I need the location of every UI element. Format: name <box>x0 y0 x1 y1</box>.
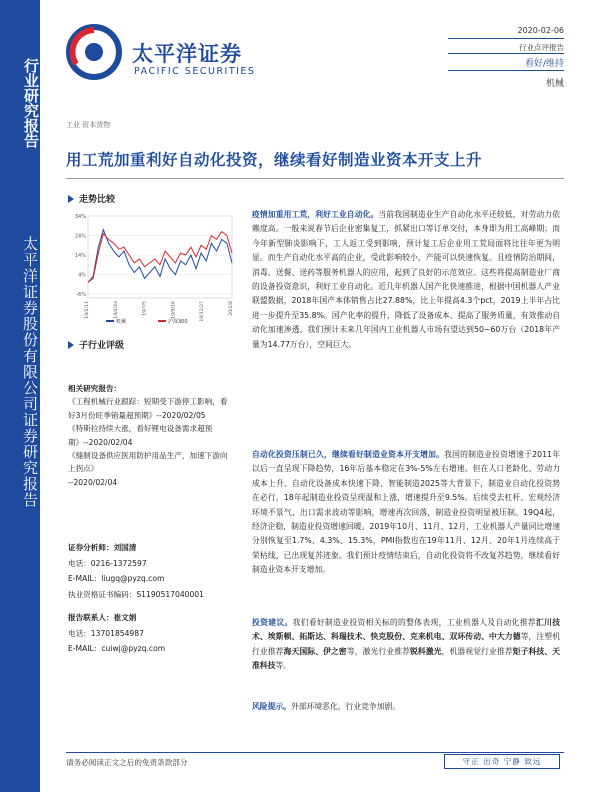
x-tick-label: 19/2/11 <box>85 301 90 319</box>
header-divider <box>448 70 564 71</box>
related-report-item[interactable]: 《缝制设备供应医用防护用品生产，加速下游向上拐点》 --2020/02/04 <box>68 451 228 487</box>
report-type: 行业点评报告 <box>519 43 564 52</box>
y-tick-label: 4% <box>78 272 86 279</box>
analyst-info <box>68 540 230 602</box>
breadcrumb: 工业 资本货物 <box>66 121 111 129</box>
sector: 机械 <box>545 79 564 89</box>
footer-motto: 守正 出奇 宁静 致远 <box>444 754 560 769</box>
pacific-securities-logo <box>66 24 122 80</box>
rating: 看好/维持 <box>524 59 564 69</box>
contact-email[interactable]: E-MAIL：cuiwj@pyzq.com <box>68 644 166 653</box>
left-sidebar <box>0 0 40 792</box>
body-paragraph-2: 自动化投资压制已久，继续看好制造业资本开支增加。我国的制造业投资增速于2011年以后一直呈现下降趋势，16年后基本稳定在3%-5%左右增速。但在人口老龄化、劳动力成本上升、自动化设备成本快速下降、智能制造2025等大背景下，制造业自动化投资势在必行，18年起制造业投资呈现温和上涨，增速提升至9.5%。后续受去杠杆、宏观经济环境不景气、出口需求波动等影响，增速再次回落，制造业投资明显被压制。19Q4起，经济企稳，制造业投资增速回暖。2019年10月、11月、12月，工业机器人产量同比增速分别恢复至1.7%、4.3%、15.3%，PMI指数也在19年11月、12月、20年1月连续高于荣枯线，已出现复苏迹象。我们预计疫情结束后，自动化投资将不改复苏趋势，继续看好制造业资本开支增加。 <box>252 450 561 575</box>
analyst-label: 证券分析师： <box>68 543 114 552</box>
header-divider <box>448 38 564 39</box>
legend-label: 沪深300 <box>168 319 188 325</box>
y-tick-label: 34% <box>74 214 86 220</box>
y-tick-label: 24% <box>74 233 86 240</box>
related-report-item[interactable]: 《特斯拉持续大涨，看好锂电设备需求超预期》--2020/02/04 <box>68 424 213 447</box>
legend-label: 机械 <box>116 319 127 325</box>
body-paragraph-1: 疫情加重用工荒，利好工业自动化。当前我国制造业生产自动化水平还较低，对劳动力依赖度高。一般来说春节后企业密集复工，抓紧出口等订单交付，本身即为用工高峰期；而今年新型肺炎影响下，工人返工受到影响，预计复工后企业用工荒局面将比往年更为明显。而生产自动化水平高的企业，受此影响较小，产能可以快速恢复。且疫情防治期间，消毒、送餐、送药等服务机器人的应用，起到了良好的示范效应。这些将提高制造业厂商的设备投资意识，利好工业自动化。近几年机器人国产化快速推进，根据中国机器人产业联盟数据，2018年国产本体销售占比27.88%，比上年提高4.3个pct，2019上半年占比进一步提升至35.8%。国产化率的提升，降低了设备成本、提高了服务质量，有效推动自动化加速渗透，我们预计未来几年国内工业机器人市场有望达到50~60万台（2018年产量为14.77万台），空间巨大。 <box>252 210 561 349</box>
related-reports-label: 相关研究报告： <box>68 384 122 393</box>
trend-chart <box>66 210 236 328</box>
triangle-bullet-icon <box>68 341 74 349</box>
body-paragraph-3: 投资建议。我们看好制造业投资相关标的的整体表现，工业机器人及自动化推荐汇川技术、埃斯顿、拓斯达、科瑞技术、快克股份、克来机电、双环传动、中大力德等，注塑机行业推荐海天国际、伊之密等，激光行业推荐锐科激光，机器视觉行业推荐矩子科技、天准科技等。 <box>252 618 561 671</box>
contact-phone: 电话：13701854987 <box>68 628 144 638</box>
sidebar-category: 行业研究报告 <box>22 58 40 148</box>
footer-divider <box>66 752 564 753</box>
analyst-name: 刘国清 <box>113 543 137 552</box>
page-title: 用工荒加重利好自动化投资，继续看好制造业资本开支上升 <box>66 150 483 169</box>
trend-heading: 走势比较 <box>68 192 115 205</box>
body-paragraph-4: 风险提示。外部环境恶化，行业竞争加剧。 <box>252 702 401 711</box>
x-tick-label: 20/2/8 <box>229 301 234 316</box>
related-report-item[interactable]: 《工程机械行业跟踪：短期受下游停工影响，看好3月份旺季销量超预期》--2020/02/05 <box>68 397 228 420</box>
contact-name: 崔文娟 <box>113 613 137 622</box>
triangle-bullet-icon <box>68 195 74 203</box>
x-tick-label: 19/7/5 <box>142 301 148 316</box>
analyst-email[interactable]: E-MAIL：liugq@pyzq.com <box>68 574 165 583</box>
rating-heading: 子行业评级 <box>68 338 124 351</box>
related-reports <box>68 382 230 489</box>
header-divider <box>448 53 564 54</box>
x-tick-label: 19/11/27 <box>200 301 206 322</box>
contact-info <box>68 610 230 657</box>
y-tick-label: -6% <box>76 292 86 299</box>
legend-swatch <box>158 320 166 322</box>
title-divider <box>66 178 564 179</box>
report-date: 2020-02-06 <box>517 26 564 35</box>
x-tick-label: 19/4/24 <box>113 301 119 319</box>
plot-frame <box>88 216 232 298</box>
brand-name-en: PACIFIC SECURITIES <box>134 66 256 77</box>
x-tick-label: 19/9/16 <box>171 301 177 319</box>
footer-disclaimer: 请务必阅读正文之后的免责条款部分 <box>66 758 188 767</box>
legend-swatch <box>106 320 114 322</box>
analyst-license: 执业资格证书编码：S1190517040001 <box>68 589 204 599</box>
y-tick-label: 14% <box>74 253 86 260</box>
analyst-phone: 电话：0216-1372597 <box>68 558 147 568</box>
brand-name-cn: 太平洋证券 <box>132 42 242 66</box>
sidebar-company: 太平洋证券股份有限公司证券研究报告 <box>21 236 39 508</box>
contact-label: 报告联系人： <box>68 613 114 622</box>
